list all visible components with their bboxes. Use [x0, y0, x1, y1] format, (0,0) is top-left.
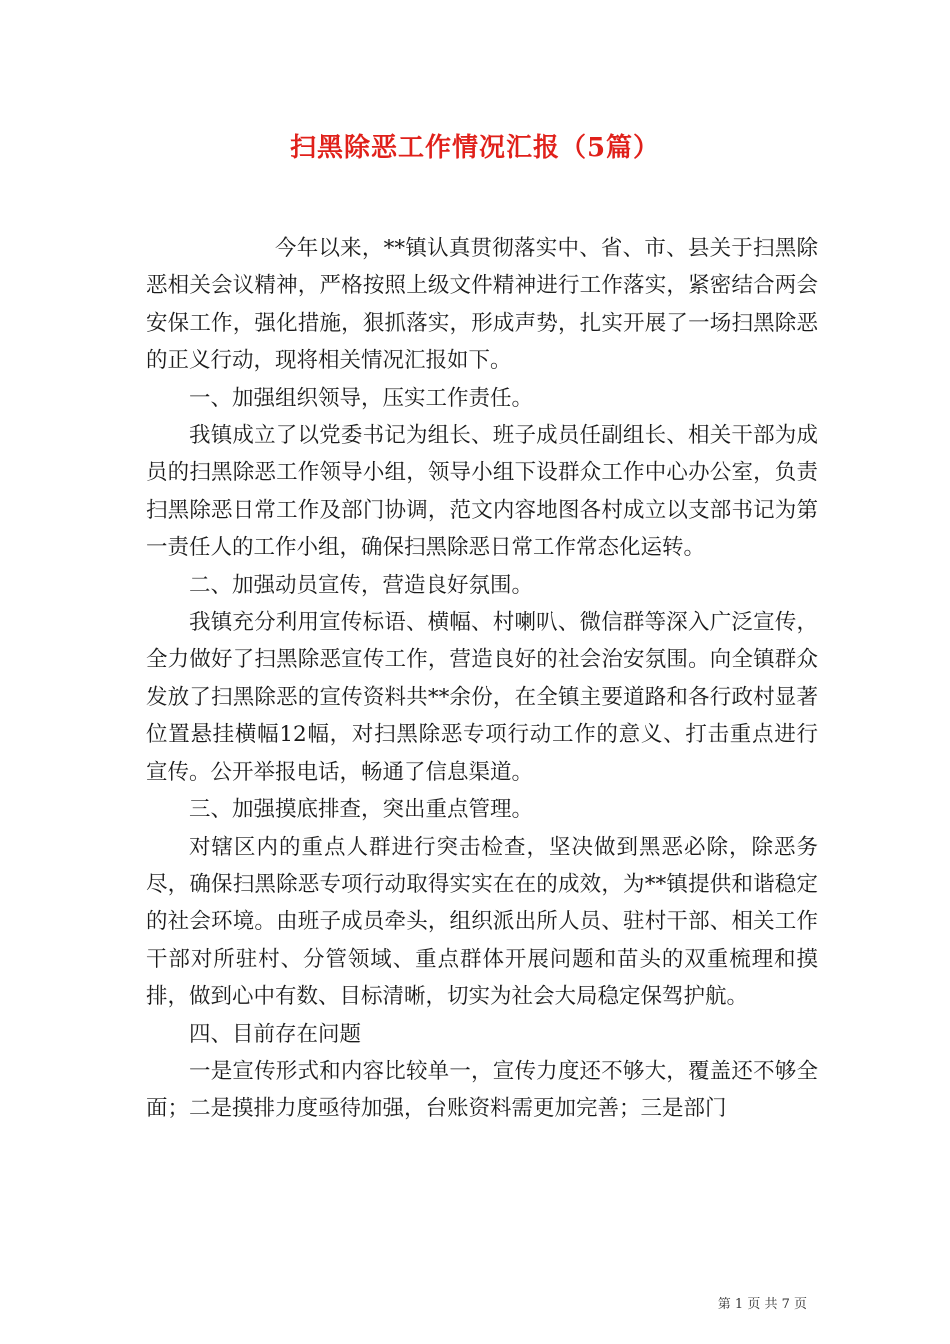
section-heading-2: 二、加强动员宣传，营造良好氛围。	[189, 572, 534, 598]
paragraph-section-2: 我镇充分利用宣传标语、横幅、村喇叭、微信群等深入广泛宣传，全力做好了扫黑除恶宣传工作，营造良好的社会治安氛围。向全镇群众发放了扫黑除恶的宣传资料共**余份，在全镇主要道路和各行政村显著位置悬挂横幅12幅，对扫黑除恶专项行动工作的意义、打击重点进行宣传。公开举报电话，畅通了信息渠道。	[146, 610, 818, 785]
document-title: 扫黑除恶工作情况汇报（5篇）	[289, 133, 661, 163]
paragraph-section-3: 对辖区内的重点人群进行突击检查，坚决做到黑恶必除，除恶务尽，确保扫黑除恶专项行动取得实实在在的成效，为**镇提供和谐稳定的社会环境。由班子成员牵头，组织派出所人员、驻村干部、相关工作干部对所驻村、分管领域、重点群体开展问题和苗头的双重梳理和摸排，做到心中有数、目标清晰，切实为社会大局稳定保驾护航。	[146, 834, 818, 1010]
section-heading-4: 四、目前存在问题	[189, 1021, 362, 1047]
document-body	[146, 230, 818, 1128]
page-number-footer: 第 1 页 共 7 页	[717, 1297, 807, 1312]
paragraph-section-4: 一是宣传形式和内容比较单一，宣传力度还不够大，覆盖还不够全面；二是摸排力度亟待加强，台账资料需更加完善；三是部门	[146, 1058, 818, 1122]
section-heading-3: 三、加强摸底排查，突出重点管理。	[189, 797, 534, 823]
section-heading-1: 一、加强组织领导，压实工作责任。	[189, 385, 534, 411]
paragraph-intro: 今年以来，**镇认真贯彻落实中、省、市、县关于扫黑除恶相关会议精神，严格按照上级文件精神进行工作落实，紧密结合两会安保工作，强化措施，狠抓落实，形成声势，扎实开展了一场扫黑除恶的正义行动，现将相关情况汇报如下。	[146, 236, 818, 374]
paragraph-section-1: 我镇成立了以党委书记为组长、班子成员任副组长、相关干部为成员的扫黑除恶工作领导小组，领导小组下设群众工作中心办公室，负责扫黑除恶日常工作及部门协调，范文内容地图各村成立以支部书记为第一责任人的工作小组，确保扫黑除恶日常工作常态化运转。	[146, 423, 818, 561]
